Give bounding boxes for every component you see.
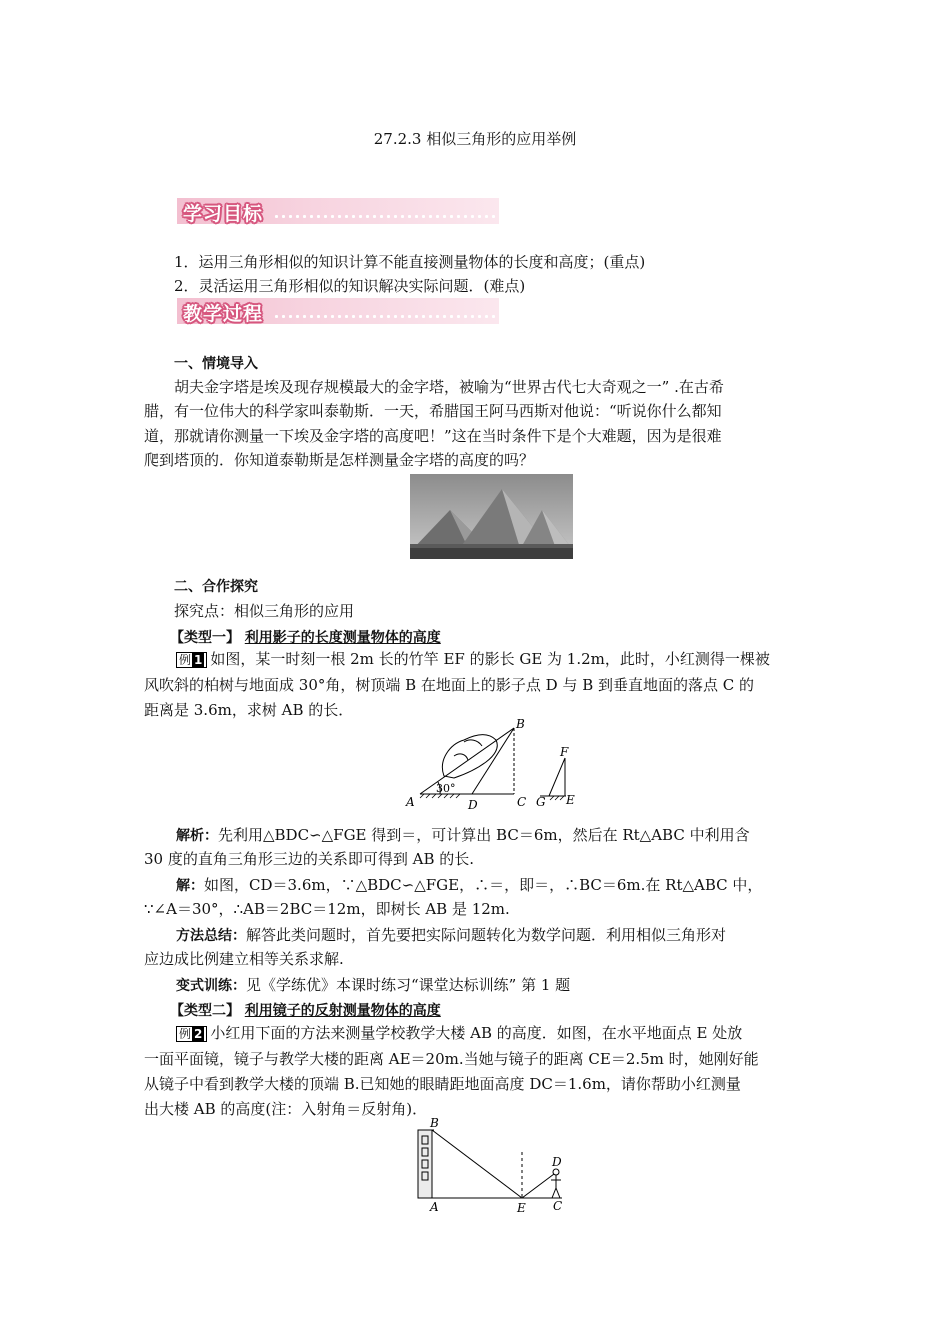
method1-line-1: 方法总结：解答此类问题时，首先要把实际问题转化为数学问题．利用相似三角形对 [176,926,727,944]
fig1-label-E: E [566,793,575,807]
intro-line-1: 胡夫金字塔是埃及现存规模最大的金字塔，被喻为“世界古代七大奇观之一” .在古希 [174,378,724,396]
variant1-line: 变式训练：见《学练优》本课时练习“课堂达标训练” 第 1 题 [176,976,571,994]
fig1-angle-label: 30° [436,782,456,795]
solution1-line-2: ∵∠A＝30°，∴AB＝2BC＝12m，即树长 AB 是 12m. [144,900,510,918]
analysis1-line-2: 30 度的直角三角形三边的关系即可得到 AB 的长. [144,850,475,868]
explore-point: 探究点：相似三角形的应用 [174,602,355,620]
banner-label: 教学过程 [183,303,264,325]
example2-line-3: 从镜子中看到教学大楼的顶端 B.已知她的眼睛距地面高度 DC＝1.6m，请你帮助小红测量 [144,1075,741,1093]
type2-title: 利用镜子的反射测量物体的高度 [244,1003,441,1019]
fig1-label-A: A [406,795,415,809]
goal-item-2: 2．灵活运用三角形相似的知识解决实际问题．(难点) [174,277,526,295]
banner-label: 学习目标 [183,203,264,225]
banner-teaching-process [177,298,499,324]
page-title: 27.2.3 相似三角形的应用举例 [373,130,577,148]
method1-label: 方法总结： [176,928,246,944]
example2-line-4: 出大楼 AB 的高度(注：入射角＝反射角)． [144,1100,428,1118]
fig2-label-E: E [517,1201,526,1214]
fig1-label-F: F [560,745,569,759]
analysis1-label: 解析： [176,828,218,844]
section-heading-intro: 一、情境导入 [174,356,258,372]
goal-item-1: 1．运用三角形相似的知识计算不能直接测量物体的长度和高度；(重点) [174,253,646,271]
variant1-label: 变式训练： [176,978,246,994]
fig2-label-A: A [430,1200,439,1214]
intro-line-2: 腊，有一位伟大的科学家叫泰勒斯．一天，希腊国王阿马西斯对他说：“听说你什么都知 [144,402,722,420]
solution1-label: 解： [176,878,204,894]
type1-bracket: 【类型一】 [170,630,240,646]
fig2-label-C: C [553,1199,563,1213]
example1-badge: 例 1 [176,652,207,668]
method1-line-2: 应边成比例建立相等关系求解. [144,950,344,968]
fig1-label-B: B [516,717,525,731]
intro-line-4: 爬到塔顶的．你知道泰勒斯是怎样测量金字塔的高度的吗？ [144,451,535,469]
solution1-line-1: 解：如图，CD＝3.6m，∵△BDC∽△FGE，∴＝，即＝，∴BC＝6m.在 Rt△ABC 中， [176,876,763,894]
fig2-label-B: B [430,1116,439,1130]
fig1-label-D: D [468,798,478,812]
example2-line-1: 例 2 小红用下面的方法来测量学校教学大楼 AB 的高度．如图，在水平地面点 E 处放 [144,1020,838,1046]
example2-badge: 例 2 [176,1026,207,1042]
fig1-label-G: G [536,795,546,809]
example2-line-2: 一面平面镜，镜子与教学大楼的距离 AE＝20m.当她与镜子的距离 CE＝2.5m 时，她刚好能 [144,1050,759,1068]
example1-line-1: 例 1 如图，某一时刻一根 2m 长的竹竿 EF 的影长 GE 为 1.2m，此时，小红测得一棵被 [144,646,838,672]
analysis1-line-1: 解析：先利用△BDC∽△FGE 得到＝，可计算出 BC＝6m，然后在 Rt△ABC 中利用含 [176,826,750,844]
pyramids-photo [410,474,573,559]
section-heading-explore: 二、合作探究 [174,579,258,595]
banner-dots [273,315,495,318]
example1-line-3: 距离是 3.6m，求树 AB 的长． [144,701,354,719]
intro-line-3: 道，那就请你测量一下埃及金字塔的高度吧！”这在当时条件下是个大难题，因为是很难 [144,427,722,445]
banner-dots [273,215,495,218]
banner-learning-goals [177,198,499,224]
type2-bracket: 【类型二】 [170,1003,240,1019]
example1-line-2: 风吹斜的柏树与地面成 30°角，树顶端 B 在地面上的影子点 D 与 B 到垂直地面的落点 C 的 [144,676,755,694]
example2-figure [412,1116,572,1214]
example1-figure [404,716,588,812]
fig2-label-D: D [552,1155,562,1169]
type1-title: 利用影子的长度测量物体的高度 [244,630,441,646]
fig1-label-C: C [517,795,527,809]
